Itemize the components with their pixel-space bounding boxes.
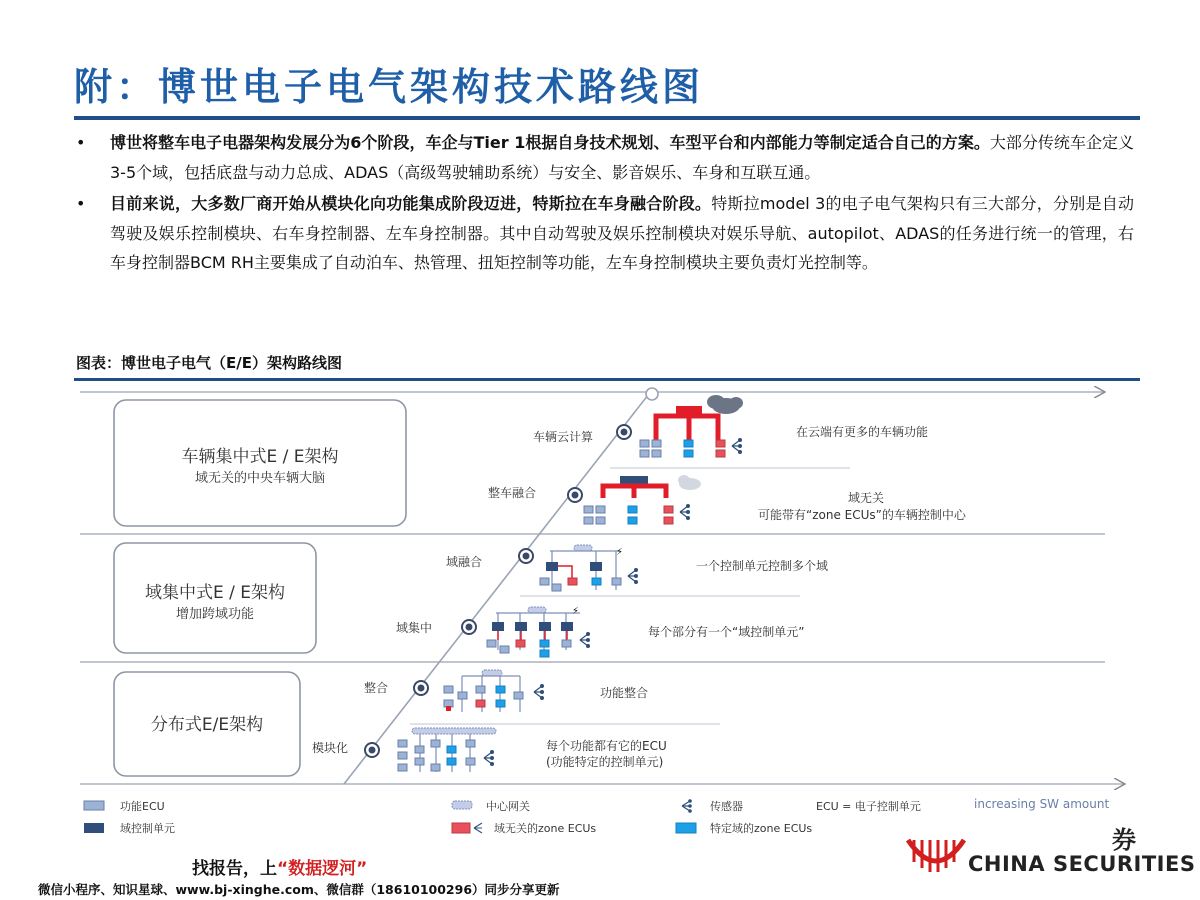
stage-node-domain-fusion [446, 549, 533, 569]
footer-share-info: 微信小程序、知识星球、www.bj-xinghe.com、微信群（18610100296）同步分享更新 [38, 882, 560, 897]
title-rule [74, 116, 1140, 120]
legend-item [84, 821, 175, 835]
stage-label: 域集中 [396, 621, 433, 635]
stage-description-detail: (功能特定的控制单元) [546, 755, 664, 769]
bullet-item [74, 189, 1134, 278]
stage-description: 在云端有更多的车辆功能 [796, 425, 929, 439]
band-domain-centralized [114, 543, 316, 653]
band-title: 域集中式E / E架构 [144, 583, 286, 603]
legend-label: 域控制单元 [120, 822, 175, 835]
legend-label: 功能ECU [120, 800, 165, 813]
stage-node-modularization [312, 740, 379, 757]
legend-label: 中心网关 [486, 800, 530, 813]
stage-label: 域融合 [446, 555, 483, 569]
legend-item [452, 821, 596, 835]
schematic-domain-fusion [540, 545, 638, 591]
legend-item [84, 799, 165, 813]
footer-highlight: “数据逻河” [277, 859, 368, 879]
stage-label: 整合 [364, 681, 389, 695]
schematic-vehicle-fusion [584, 475, 701, 524]
bullet-bold-text: 博世将整车电子电器架构发展分为6个阶段，车企与Tier 1根据自身技术规划、车型平台和内部能力等制定适合自己的方案。 [110, 133, 990, 152]
bullet-item [74, 128, 1134, 187]
legend-item [452, 799, 530, 813]
band-subtitle: 域无关的中央车辆大脑 [194, 471, 326, 486]
bullet-list [74, 128, 1134, 280]
stage-description: 域无关 [848, 491, 885, 505]
x-axis-label: increasing SW amount [974, 797, 1110, 811]
bullet-dot-icon: • [76, 133, 86, 152]
band-vehicle-centralized [114, 400, 406, 526]
logo-chinese-name: 券 [1112, 826, 1138, 854]
legend-label: 传感器 [710, 800, 743, 813]
legend-item [816, 799, 921, 813]
band-title: 分布式E/E架构 [150, 715, 264, 735]
svg-text:⚡: ⚡ [572, 606, 580, 617]
stage-node-domain-centralization [396, 620, 476, 635]
stage-node-vehicle-fusion [488, 485, 582, 502]
china-securities-logo-icon [904, 832, 968, 878]
stage-node-integration [364, 680, 428, 695]
stage-description: 功能整合 [600, 686, 649, 700]
stage-description: 每个功能都有它的ECU [546, 739, 667, 753]
stage-label: 模块化 [312, 741, 349, 755]
footer-promo [192, 854, 367, 879]
figure-caption: 图表：博世电子电气（E/E）架构路线图 [76, 354, 342, 372]
bullet-text: 大部分传统车企定义3-5个域，包括底盘与动力总成、ADAS（高级驾驶辅助系统）与安全、影音娱乐、车身和互联互通。 [110, 133, 1134, 182]
stage-label: 整车融合 [488, 486, 537, 500]
stage-description: 每个部分有一个“域控制单元” [648, 625, 805, 639]
legend-item [676, 821, 812, 835]
band-title: 车辆集中式E / E架构 [181, 447, 339, 467]
legend-label: 特定域的zone ECUs [710, 822, 813, 835]
roadmap-end-node [646, 388, 658, 400]
legend-item [682, 799, 743, 813]
stage-description: 一个控制单元控制多个域 [696, 559, 829, 573]
legend-label: ECU = 电子控制单元 [816, 800, 921, 813]
band-distributed [114, 672, 300, 776]
band-subtitle: 增加跨域功能 [175, 607, 255, 622]
logo-english-name: CHINA SECURITIES [968, 852, 1196, 876]
bullet-dot-icon: • [76, 194, 86, 213]
stage-label: 车辆云计算 [533, 430, 594, 444]
schematic-modular [398, 728, 496, 772]
ee-roadmap-diagram [70, 382, 1140, 840]
bullet-bold-text: 目前来说，大多数厂商开始从模块化向功能集成阶段迈进，特斯拉在车身融合阶段。 [110, 194, 712, 213]
svg-text:⚡: ⚡ [616, 547, 624, 558]
schematic-vehicle-cloud [640, 395, 743, 457]
legend-label: 域无关的zone ECUs [494, 822, 597, 835]
bullet-text: 特斯拉model 3的电子电气架构只有三大部分，分别是自动驾驶及娱乐控制模块、右车身控制器、左车身控制器。其中自动驾驶及娱乐控制模块对娱乐导航、autopilot、ADAS的任务进行统一的管理，右车身控制器BCM RH主要集成了自动泊车、热管理、扭矩控制等功能，左车身控制模块主要负责灯光控制等。 [110, 194, 1134, 272]
legend [84, 799, 921, 835]
schematic-integration [444, 670, 544, 712]
caption-rule [74, 378, 1140, 381]
page-title: 附：博世电子电气架构技术路线图 [74, 64, 705, 109]
footer-prefix: 找报告，上 [192, 859, 277, 879]
schematic-domain-centralization [487, 606, 590, 657]
stage-description-detail: 可能带有“zone ECUs”的车辆控制中心 [758, 508, 966, 522]
